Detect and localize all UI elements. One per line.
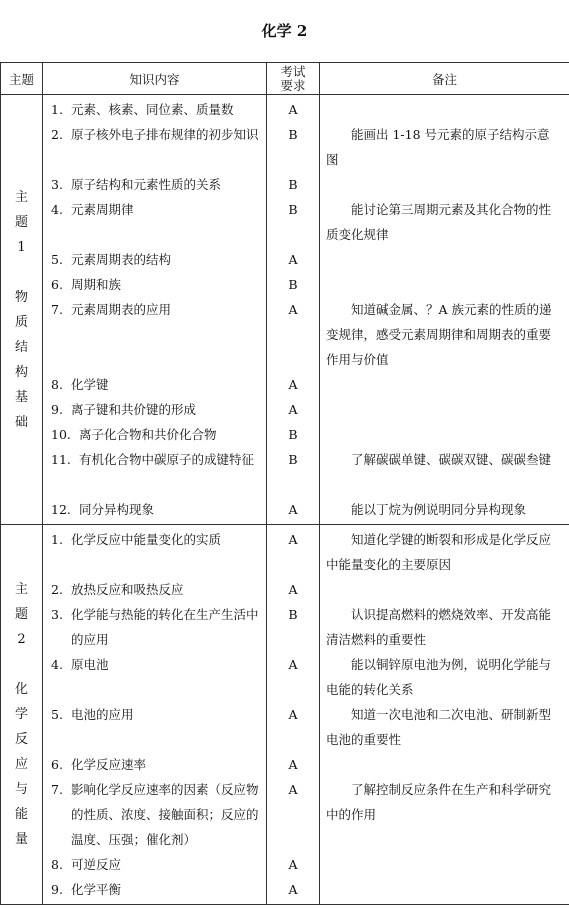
topic-name-char: 应 <box>14 757 28 772</box>
content-item-number: 7. <box>51 782 63 797</box>
topic-name-char: 学 <box>14 707 28 722</box>
requirement-value: A <box>288 582 298 597</box>
content-item <box>43 777 266 852</box>
topic-name-char <box>1 652 42 677</box>
content-item-text: 化学反应速率 <box>71 757 147 772</box>
requirement-value: A <box>288 502 298 517</box>
content-item-text: 周期和族 <box>71 277 122 292</box>
content-item-text: 化学能与热能的转化在生产生活中的应用 <box>71 607 259 647</box>
content-item <box>43 372 266 397</box>
content-item <box>43 397 266 422</box>
content-item-number: 2. <box>51 127 63 142</box>
topic-name-char: 基 <box>14 389 28 405</box>
content-item <box>43 702 266 752</box>
note-text: 能画出 1-18 号元素的原子结构示意图 <box>326 127 550 167</box>
content-item-text: 元素周期表的结构 <box>71 252 172 267</box>
note-text: 能以丁烷为例说明同分异构现象 <box>351 502 527 517</box>
header-content: 知识内容 <box>43 63 267 95</box>
content-item-text: 原子核外电子排布规律的初步知识 <box>71 127 259 142</box>
content-item-number: 3. <box>51 607 63 622</box>
content-item-number: 3. <box>51 177 63 192</box>
requirement-value: A <box>288 102 298 117</box>
content-item-text: 原子结构和元素性质的关系 <box>71 177 222 192</box>
topic-name-char: 1 <box>17 239 26 255</box>
content-item-number: 11. <box>51 452 71 467</box>
requirement-value: A <box>288 302 298 317</box>
notes-column <box>320 525 569 905</box>
topic-name-char: 反 <box>14 732 28 747</box>
content-item-number: 8. <box>51 377 63 392</box>
requirement-value: B <box>288 452 298 467</box>
content-item-number: 2. <box>51 582 63 597</box>
content-item-number: 9. <box>51 402 63 417</box>
topic-name-char: 质 <box>14 314 28 330</box>
content-item <box>43 497 266 522</box>
content-item <box>43 272 266 297</box>
content-item <box>43 602 266 652</box>
header-notes: 备注 <box>320 63 569 95</box>
topic-name-char: 题 <box>14 607 28 622</box>
requirement-value: A <box>288 882 298 897</box>
content-item-text: 同分异构现象 <box>79 502 155 517</box>
content-item <box>43 247 266 272</box>
content-item-text: 放热反应和吸热反应 <box>71 582 184 597</box>
content-item-number: 10. <box>51 427 71 442</box>
content-item-text: 有机化合物中碳原子的成键特征 <box>79 452 255 467</box>
content-item-text: 元素周期表的应用 <box>71 302 172 317</box>
content-item-text: 离子键和共价键的形成 <box>71 402 197 417</box>
note-text <box>320 577 569 602</box>
topic-name-char: 题 <box>14 214 28 230</box>
content-item <box>43 877 266 902</box>
content-item-text: 化学键 <box>71 377 109 392</box>
content-item-number: 7. <box>51 302 63 317</box>
content-item-text: 电池的应用 <box>71 707 134 722</box>
requirement-column <box>267 95 320 525</box>
content-item <box>43 652 266 702</box>
note-text <box>320 877 569 902</box>
content-item <box>43 297 266 372</box>
topic-name-char: 化 <box>14 682 28 697</box>
requirement-value: B <box>288 127 298 142</box>
requirement-value: B <box>288 277 298 292</box>
note-text: 认识提高燃料的燃烧效率、开发高能清洁燃料的重要性 <box>326 607 552 647</box>
content-item <box>43 527 266 577</box>
requirement-column <box>267 525 320 905</box>
topic-name-char: 结 <box>14 339 28 355</box>
note-text <box>320 397 569 422</box>
content-item <box>43 447 266 497</box>
content-item <box>43 197 266 247</box>
note-text <box>320 372 569 397</box>
content-item-number: 5. <box>51 252 63 267</box>
table-body <box>1 95 569 905</box>
requirement-value: A <box>288 377 298 392</box>
topic-name-char: 础 <box>14 414 28 430</box>
requirement-value: B <box>288 427 298 442</box>
content-item-number: 1. <box>51 532 63 547</box>
notes-column <box>320 95 569 525</box>
topic-name-char: 物 <box>14 289 28 305</box>
content-item <box>43 172 266 197</box>
topic-name-char: 量 <box>14 832 28 847</box>
requirement-value: A <box>288 707 298 722</box>
requirement-value: A <box>288 532 298 547</box>
content-item-number: 6. <box>51 757 63 772</box>
topic-name <box>1 525 43 905</box>
requirement-value: A <box>288 782 298 797</box>
content-item-number: 4. <box>51 657 63 672</box>
content-item <box>43 122 266 172</box>
content-item-text: 原电池 <box>71 657 109 672</box>
note-text <box>320 172 569 197</box>
content-item-text: 化学反应中能量变化的实质 <box>71 532 222 547</box>
content-column <box>43 95 267 525</box>
content-item-number: 12. <box>51 502 71 517</box>
topic-name-char <box>1 260 42 285</box>
note-text <box>320 422 569 447</box>
page-title: 化学 2 <box>261 22 308 40</box>
note-text <box>320 97 569 122</box>
note-text <box>320 852 569 877</box>
requirement-value: A <box>288 657 298 672</box>
note-text: 能以铜锌原电池为例，说明化学能与电能的转化关系 <box>326 657 552 697</box>
requirement-value: B <box>288 177 298 192</box>
content-item-text: 元素、核素、同位素、质量数 <box>71 102 234 117</box>
header-requirement <box>267 63 320 95</box>
requirement-value: A <box>288 402 298 417</box>
content-item-text: 可逆反应 <box>71 857 122 872</box>
note-text: 了解控制反应条件在生产和科学研究中的作用 <box>326 782 552 822</box>
note-text <box>320 272 569 297</box>
topic-name-char: 2 <box>17 632 26 647</box>
topic-row <box>1 95 569 525</box>
note-text: 知道化学键的断裂和形成是化学反应中能量变化的主要原因 <box>326 532 552 572</box>
content-item <box>43 752 266 777</box>
requirement-value: B <box>288 202 298 217</box>
content-column <box>43 525 267 905</box>
content-item-text: 元素周期律 <box>71 202 134 217</box>
header-row <box>1 63 569 95</box>
requirement-value: A <box>288 757 298 772</box>
note-text: 知道碱金属、？A 族元素的性质的递变规律，感受元素周期律和周期表的重要作用与价值 <box>326 302 552 367</box>
topic-name-char: 主 <box>14 189 28 205</box>
note-text <box>320 247 569 272</box>
content-item-number: 9. <box>51 882 63 897</box>
content-item-number: 6. <box>51 277 63 292</box>
topic-name-char: 与 <box>14 782 28 797</box>
topic-row <box>1 525 569 905</box>
content-item-number: 1. <box>51 102 63 117</box>
note-text: 能讨论第三周期元素及其化合物的性质变化规律 <box>326 202 552 242</box>
content-item <box>43 577 266 602</box>
content-item-number: 5. <box>51 707 63 722</box>
content-item <box>43 852 266 877</box>
note-text: 了解碳碳单键、碳碳双键、碳碳叁键 <box>351 452 552 467</box>
content-item <box>43 97 266 122</box>
note-text <box>320 752 569 777</box>
content-item <box>43 422 266 447</box>
syllabus-table <box>0 62 569 905</box>
note-text: 知道一次电池和二次电池、研制新型电池的重要性 <box>326 707 552 747</box>
content-item-number: 4. <box>51 202 63 217</box>
content-item-text: 影响化学反应速率的因素（反应物的性质、浓度、接触面积；反应的温度、压强；催化剂） <box>71 782 259 847</box>
requirement-value: A <box>288 857 298 872</box>
header-topic: 主题 <box>1 63 43 95</box>
topic-name-char: 构 <box>14 364 28 380</box>
content-item-text: 化学平衡 <box>71 882 122 897</box>
content-item-text: 离子化合物和共价化合物 <box>79 427 217 442</box>
topic-name-char: 主 <box>14 582 28 597</box>
content-item-number: 8. <box>51 857 63 872</box>
topic-name <box>1 95 43 525</box>
topic-name-char: 能 <box>14 807 28 822</box>
header-requirement-text: 考试要求 <box>280 63 306 93</box>
requirement-value: A <box>288 252 298 267</box>
requirement-value: B <box>288 607 298 622</box>
